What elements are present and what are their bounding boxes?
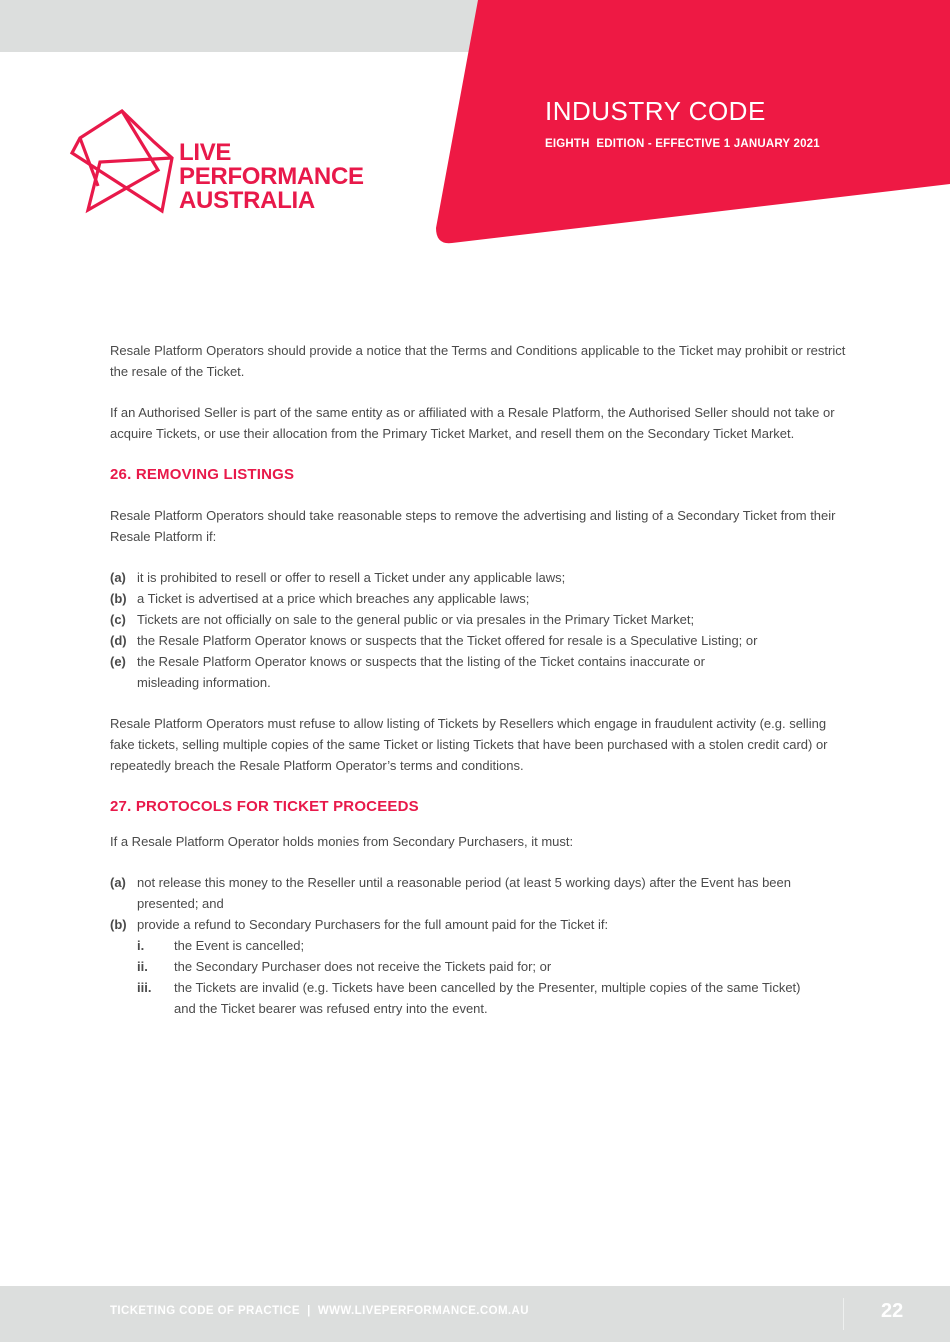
section-27-intro: If a Resale Platform Operator holds monies from Secondary Purchasers, it must: <box>110 834 574 849</box>
section-26-list <box>110 567 850 693</box>
sub-list-item: ii. the Secondary Purchaser does not receive the Tickets paid for; or <box>137 959 552 974</box>
document-subtitle: EIGHTH EDITION - EFFECTIVE 1 JANUARY 2021 <box>545 138 820 150</box>
footer-divider <box>843 1298 844 1330</box>
paragraph-notice: Resale Platform Operators should provide a notice that the Terms and Conditions applicable to the Ticket may prohibit or restrict the resale of the Ticket. <box>110 343 846 379</box>
list-item: (a) it is prohibited to resell or offer to resell a Ticket under any applicable laws; <box>110 570 566 585</box>
page-number: 22 <box>881 1300 904 1322</box>
list-item: (e) the Resale Platform Operator knows or suspects that the listing of the Ticket contains inaccurate or misleading information. <box>110 654 705 690</box>
section-26-heading: 26. REMOVING LISTINGS <box>110 466 295 483</box>
list-item: (d) the Resale Platform Operator knows or suspects that the Ticket offered for resale is a Speculative Listing; or <box>110 633 758 648</box>
logo-line-1: LIVE <box>179 139 232 166</box>
footer-text: TICKETING CODE OF PRACTICE | WWW.LIVEPERFORMANCE.COM.AU <box>110 1305 529 1317</box>
logo-wordmark <box>179 141 364 213</box>
lpa-logo <box>68 108 178 221</box>
section-27-list <box>110 872 850 1019</box>
main-content <box>110 340 850 1019</box>
paragraph-authorised-seller: If an Authorised Seller is part of the same entity as or affiliated with a Resale Platform, the Authorised Seller should not take or acquire Tickets, or use their allocation from the Primary Ticket Market, and resell them on the Secondary Ticket Market. <box>110 405 835 441</box>
star-logo-icon <box>68 108 178 216</box>
sub-list-item: iii. the Tickets are invalid (e.g. Tickets have been cancelled by the Presenter, multiple copies of the same Ticket) and the Ticket bearer was refused entry into the event. <box>137 980 801 1016</box>
list-item: (b) provide a refund to Secondary Purchasers for the full amount paid for the Ticket if: i. the Event is cancelled; ii. the Secondary Purchaser does not receive the Tickets paid for; or iii. the Tickets are invalid (e.g. Tickets have been cancelled by the Presenter, multiple copies of the same Ticket) and the Ticket bearer was refused entry into the event. <box>110 914 850 1019</box>
section-26-closing: Resale Platform Operators must refuse to allow listing of Tickets by Resellers which engage in fraudulent activity (e.g. selling fake tickets, selling multiple copies of the same Ticket or listing Tickets that have been purchased with a stolen credit card) or repeatedly breach the Resale Platform Operator’s terms and conditions. <box>110 716 828 773</box>
document-title: INDUSTRY CODE <box>545 96 766 126</box>
section-27-sublist <box>137 935 850 1019</box>
section-26-intro: Resale Platform Operators should take reasonable steps to remove the advertising and listing of a Secondary Ticket from their Resale Platform if: <box>110 508 836 544</box>
page-footer <box>0 1286 950 1342</box>
sub-list-item: i. the Event is cancelled; <box>137 938 305 953</box>
list-item: (c) Tickets are not officially on sale to the general public or via presales in the Primary Ticket Market; <box>110 612 695 627</box>
logo-line-2: PERFORMANCE <box>179 163 364 190</box>
list-item: (a) not release this money to the Reseller until a reasonable period (at least 5 working days) after the Event has been presented; and <box>110 875 791 911</box>
section-27-heading: 27. PROTOCOLS FOR TICKET PROCEEDS <box>110 798 419 815</box>
list-item: (b) a Ticket is advertised at a price which breaches any applicable laws; <box>110 591 530 606</box>
logo-line-3: AUSTRALIA <box>179 187 315 214</box>
